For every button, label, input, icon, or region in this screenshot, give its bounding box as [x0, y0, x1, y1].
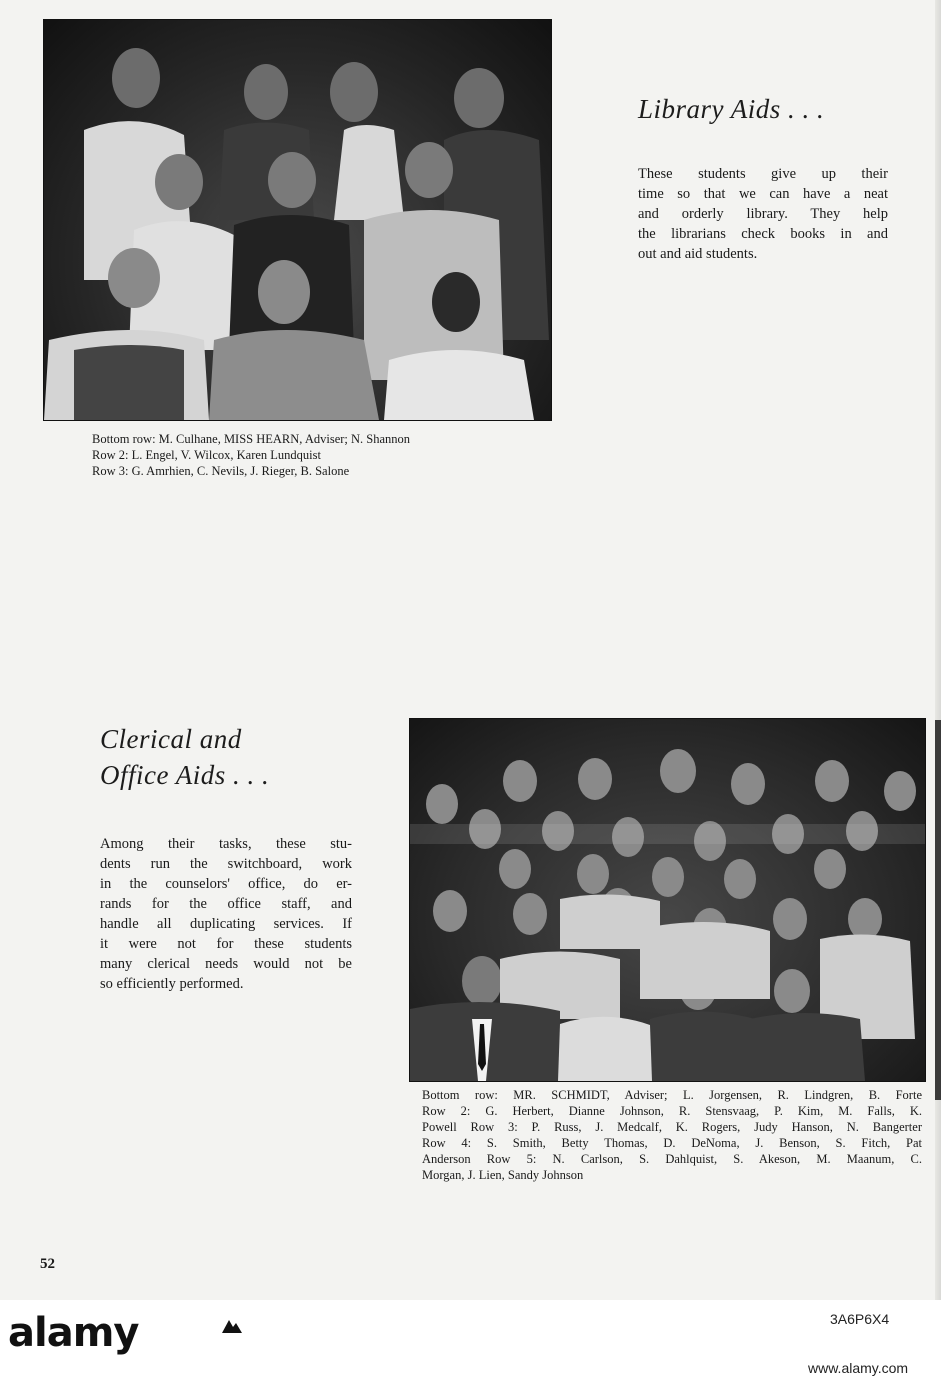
caption-line: Powell Row 3: P. Russ, J. Medcalf, K. Rogers, Judy Hanson, N. Bangerter — [422, 1120, 922, 1134]
text-line: time so that we can have a neat — [638, 186, 888, 202]
library-aids-group-photo — [43, 19, 552, 421]
library-aids-heading: Library Aids . . . — [638, 94, 825, 124]
page-edge-shadow — [935, 720, 941, 1100]
clerical-aids-caption — [422, 1087, 922, 1183]
clerical-aids-description — [100, 834, 352, 994]
caption-line: Row 4: S. Smith, Betty Thomas, D. DeNoma, J. Benson, S. Fitch, Pat — [422, 1136, 922, 1150]
text-line: out and aid students. — [638, 246, 758, 262]
alamy-logo: alamy — [8, 1310, 139, 1356]
page-number: 52 — [40, 1256, 55, 1272]
caption-line: Row 3: G. Amrhien, C. Nevils, J. Rieger, B. Salone — [92, 464, 350, 478]
stock-url: www.alamy.com — [808, 1360, 909, 1376]
clerical-aids-heading-line2: Office Aids . . . — [100, 760, 270, 790]
text-line: the librarians check books in and — [638, 226, 888, 242]
text-line: dents run the switchboard, work — [100, 856, 352, 872]
text-line: Among their tasks, these stu- — [100, 836, 352, 852]
text-line: rands for the office staff, and — [100, 896, 352, 912]
text-line: it were not for these students — [100, 936, 352, 952]
text-line: so efficiently performed. — [100, 976, 244, 992]
text-line: handle all duplicating services. If — [100, 916, 352, 932]
stock-image-id: 3A6P6X4 — [830, 1311, 890, 1327]
caption-line: Bottom row: MR. SCHMIDT, Adviser; L. Jorgensen, R. Lindgren, B. Forte — [422, 1088, 922, 1102]
caption-line: Row 2: G. Herbert, Dianne Johnson, R. Stensvaag, P. Kim, M. Falls, K. — [422, 1104, 922, 1118]
caption-line: Morgan, J. Lien, Sandy Johnson — [422, 1168, 584, 1182]
caption-line: Anderson Row 5: N. Carlson, S. Dahlquist, S. Akeson, M. Maanum, C. — [422, 1152, 922, 1166]
clerical-aids-heading-line1: Clerical and — [100, 724, 242, 754]
library-aids-caption — [92, 431, 410, 479]
text-line: and orderly library. They help — [638, 206, 888, 222]
caption-line: Row 2: L. Engel, V. Wilcox, Karen Lundquist — [92, 448, 321, 462]
text-line: These students give up their — [638, 166, 888, 182]
caption-line: Bottom row: M. Culhane, MISS HEARN, Adviser; N. Shannon — [92, 432, 411, 446]
text-line: many clerical needs would not be — [100, 956, 352, 972]
page-edge — [935, 0, 941, 1300]
text-line: in the counselors' office, do er- — [100, 876, 352, 892]
clerical-aids-group-photo — [409, 718, 926, 1082]
watermark-footer — [0, 1300, 941, 1390]
alamy-logo-mark-icon — [221, 1318, 243, 1334]
library-aids-description — [638, 164, 888, 264]
